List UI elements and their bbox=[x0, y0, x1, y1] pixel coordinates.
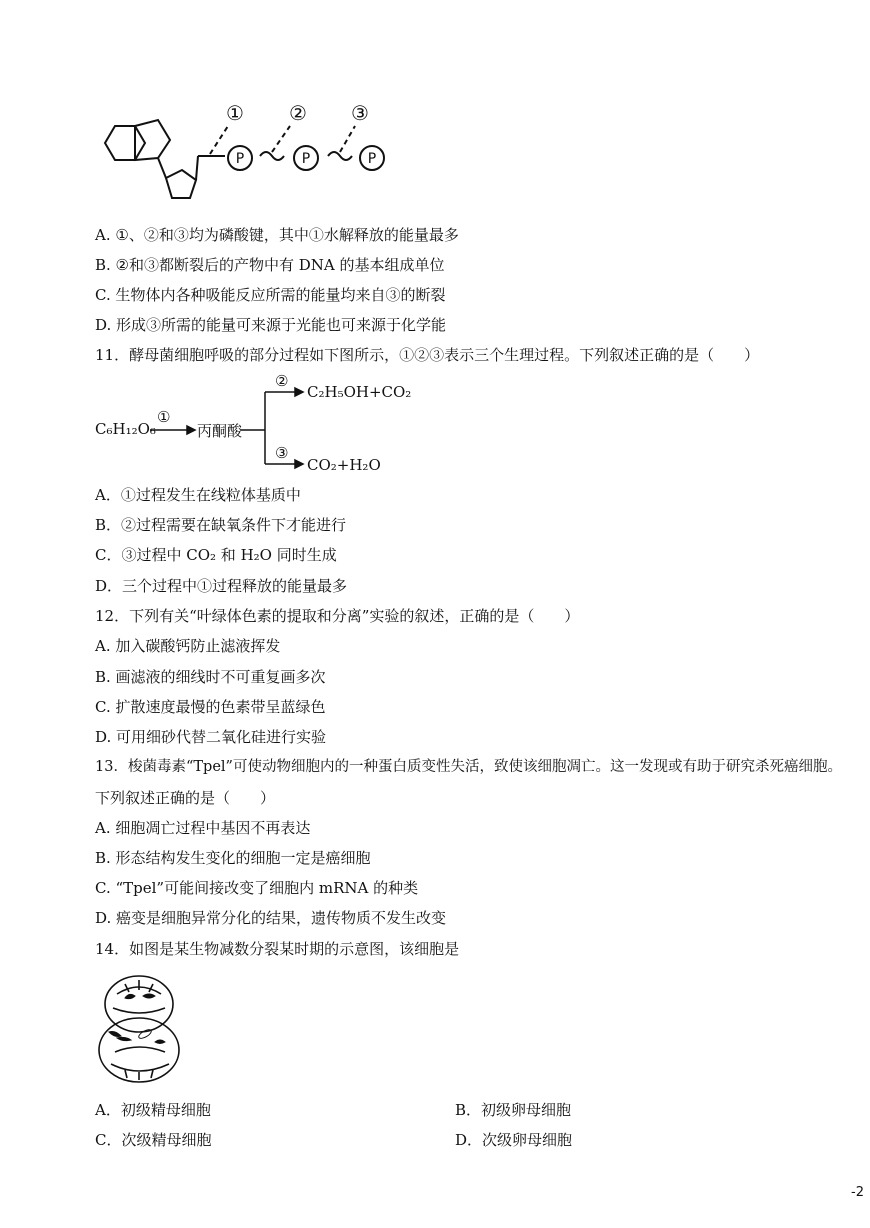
q12-option-c: C. 扩散速度最慢的色素带呈蓝绿色 bbox=[95, 698, 326, 716]
phosphate-label-1: P bbox=[235, 151, 245, 167]
q14-option-c: C．次级精母细胞 bbox=[95, 1131, 212, 1149]
page-number: -2 bbox=[851, 1185, 864, 1200]
q10-option-a: A. ①、②和③均为磷酸键，其中①水解释放的能量最多 bbox=[95, 226, 459, 244]
product3-label: CO₂+H₂O bbox=[307, 456, 381, 474]
q14-option-d: D．次级卵母细胞 bbox=[455, 1131, 573, 1149]
q11-option-c: C．③过程中 CO₂ 和 H₂O 同时生成 bbox=[95, 546, 337, 564]
bond-label-3: ③ bbox=[351, 101, 369, 125]
ribose-pentagon bbox=[166, 170, 196, 198]
q11-option-a: A．①过程发生在线粒体基质中 bbox=[95, 486, 301, 504]
q10-option-c: C. 生物体内各种吸能反应所需的能量均来自③的断裂 bbox=[95, 286, 446, 304]
adenine-pentagon bbox=[135, 120, 170, 160]
q13-option-c: C. “Tpel”可能间接改变了细胞内 mRNA 的种类 bbox=[95, 879, 419, 897]
q11-option-d: D．三个过程中①过程释放的能量最多 bbox=[95, 577, 348, 595]
q10-option-d: D. 形成③所需的能量可来源于光能也可来源于化学能 bbox=[95, 316, 447, 334]
q10-option-b: B. ②和③都断裂后的产物中有 DNA 的基本组成单位 bbox=[95, 256, 445, 274]
meiosis-cell-figure bbox=[95, 972, 190, 1084]
pyruvate-label: 丙酮酸 bbox=[197, 422, 243, 440]
product2-label: C₂H₅OH+CO₂ bbox=[307, 383, 412, 401]
q11-stem: 11．酵母菌细胞呼吸的部分过程如下图所示，①②③表示三个生理过程。下列叙述正确的是（ ） bbox=[95, 346, 760, 364]
phosphate-label-2: P bbox=[301, 151, 311, 167]
q13-option-d: D. 癌变是细胞异常分化的结果，遗传物质不发生改变 bbox=[95, 909, 447, 927]
q14-stem: 14．如图是某生物减数分裂某时期的示意图，该细胞是 bbox=[95, 940, 460, 958]
respiration-diagram bbox=[95, 372, 455, 477]
q12-option-a: A. 加入碳酸钙防止滤液挥发 bbox=[95, 637, 281, 655]
q12-stem: 12．下列有关“叶绿体色素的提取和分离”实验的叙述，正确的是（ ） bbox=[95, 607, 580, 625]
q14-option-a: A．初级精母细胞 bbox=[95, 1101, 211, 1119]
phosphate-label-3: P bbox=[367, 151, 377, 167]
step1-label: ① bbox=[157, 408, 171, 426]
q13-option-a: A. 细胞凋亡过程中基因不再表达 bbox=[95, 819, 311, 837]
atp-structure-figure bbox=[90, 98, 400, 208]
q13-stem-line2: 下列叙述正确的是（ ） bbox=[95, 789, 276, 807]
q12-option-b: B. 画滤液的细线时不可重复画多次 bbox=[95, 668, 326, 686]
bond-label-2: ② bbox=[289, 101, 307, 125]
bond-label-1: ① bbox=[226, 101, 244, 125]
q13-stem-line1: 13．梭菌毒素“Tpel”可使动物细胞内的一种蛋白质变性失活，致使该细胞凋亡。这一发现或有助于研究杀死癌细胞。 bbox=[95, 759, 842, 775]
q14-option-b: B．初级卵母细胞 bbox=[455, 1101, 572, 1119]
glucose-label: C₆H₁₂O₆ bbox=[95, 420, 156, 438]
step2-label: ② bbox=[275, 372, 289, 390]
q12-option-d: D. 可用细砂代替二氧化硅进行实验 bbox=[95, 728, 327, 746]
q13-option-b: B. 形态结构发生变化的细胞一定是癌细胞 bbox=[95, 849, 371, 867]
q11-option-b: B．②过程需要在缺氧条件下才能进行 bbox=[95, 516, 347, 534]
adenine-hexagon bbox=[105, 126, 145, 160]
step3-label: ③ bbox=[275, 444, 289, 462]
